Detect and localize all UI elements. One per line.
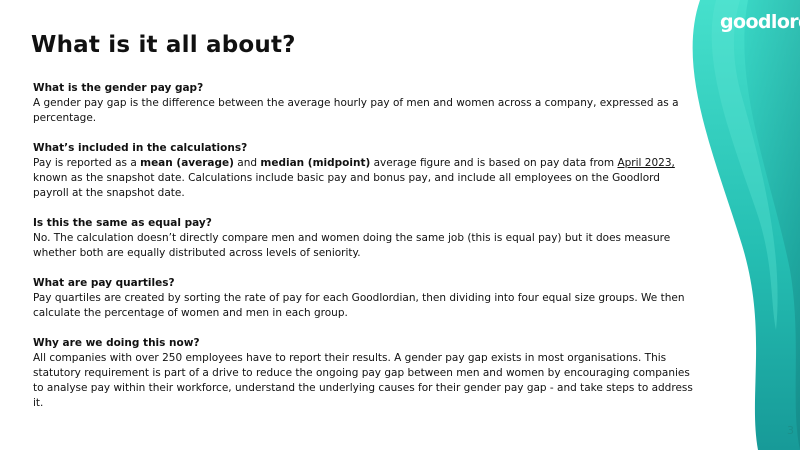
section-text: Pay quartiles are created by sorting the rate of pay for each Goodlordian, then dividing into four equal size groups. We then calculate the percentage of women and men in each group. [33, 292, 685, 319]
goodlord-logo: goodlord [720, 11, 811, 33]
slide-title: What is it all about? [31, 32, 296, 58]
section-heading: Is this the same as equal pay? [33, 217, 212, 229]
section-heading: What’s included in the calculations? [33, 142, 248, 154]
section-text: All companies with over 250 employees have to report their results. A gender pay gap exists in most organisations. This statutory requirement is part of a drive to reduce the ongoing pay gap between men and women by encouraging companies to analyse pay within their workforce, understand the underlying causes for their gender pay gap - and take steps to address it. [33, 352, 693, 409]
section-why-now [33, 336, 693, 411]
text-fragment: average figure and is based on pay data from [370, 157, 618, 169]
text-fragment: and [233, 157, 261, 169]
page-number: 3 [787, 424, 794, 437]
section-calculations [33, 141, 693, 201]
section-text: A gender pay gap is the difference between the average hourly pay of men and women across a company, expressed as a percentage. [33, 97, 679, 124]
section-text: No. The calculation doesn’t directly compare men and women doing the same job (this is equal pay) but it does measure whether both are equally distributed across levels of seniority. [33, 232, 671, 259]
section-heading: Why are we doing this now? [33, 337, 200, 349]
section-heading: What are pay quartiles? [33, 277, 175, 289]
bold-median: median (midpoint) [260, 157, 371, 169]
bold-mean: mean (average) [140, 157, 234, 169]
section-heading: What is the gender pay gap? [33, 82, 204, 94]
text-fragment: known as the snapshot date. Calculations include basic pay and bonus pay, and include all employees on the Goodlord payroll at the snapshot date. [33, 172, 660, 199]
content-body [33, 81, 693, 426]
section-text [33, 156, 693, 201]
section-equal-pay [33, 216, 693, 261]
section-gender-pay-gap [33, 81, 693, 126]
text-fragment: Pay is reported as a [33, 157, 141, 169]
underlined-date: April 2023, [617, 157, 675, 169]
section-pay-quartiles [33, 276, 693, 321]
